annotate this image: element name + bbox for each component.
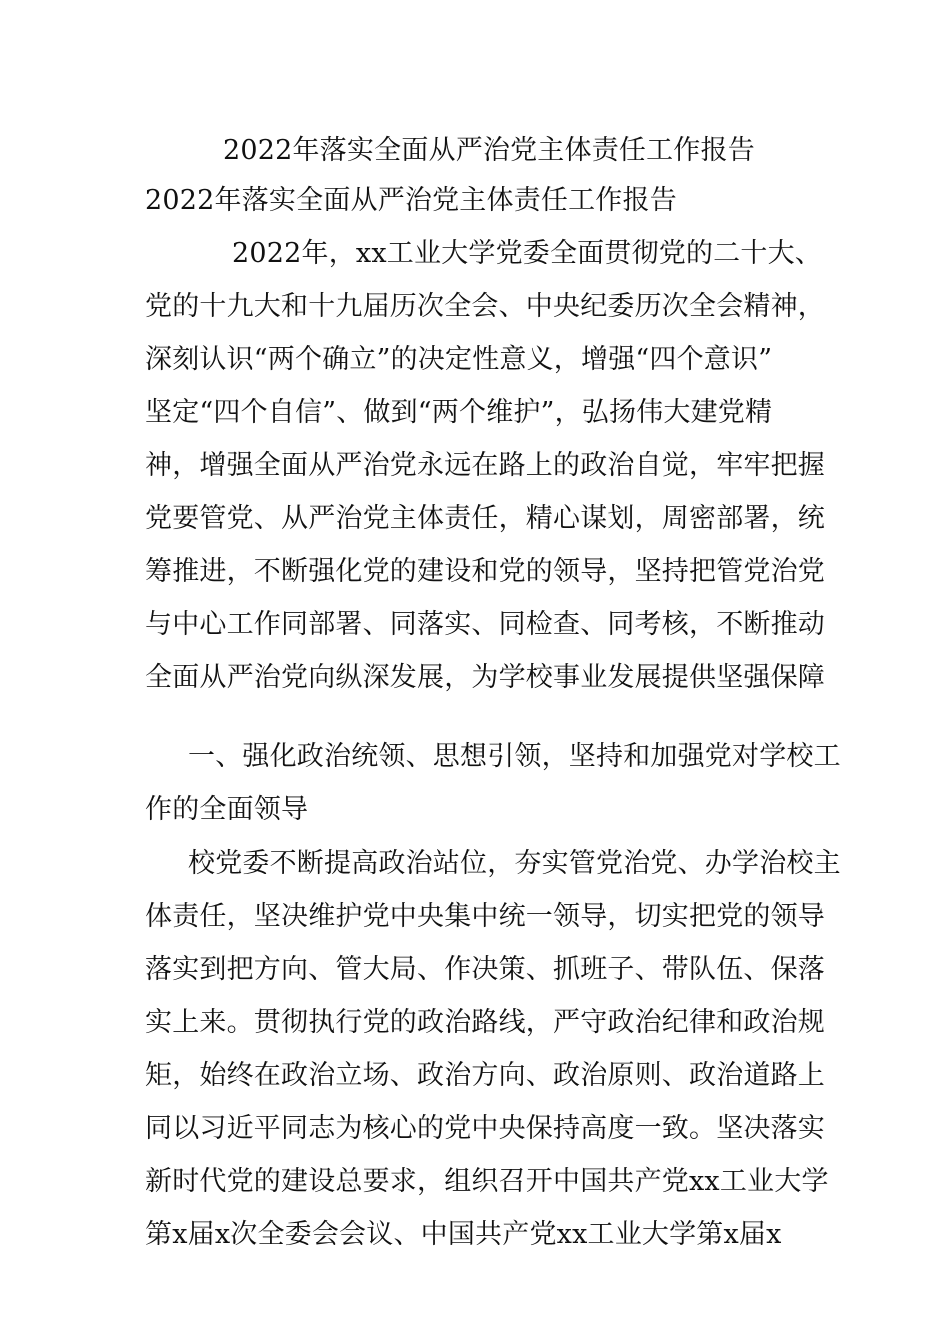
document-title: 2022年落实全面从严治党主体责任工作报告: [223, 135, 755, 166]
intro-line: 2022年，xx工业大学党委全面贯彻党的二十大、: [232, 238, 822, 269]
section-body-line: 实上来。贯彻执行党的政治路线，严守政治纪律和政治规: [145, 1007, 825, 1038]
intro-line: 党要管党、从严治党主体责任，精心谋划，周密部署，统: [145, 503, 825, 534]
section-body-line: 矩，始终在政治立场、政治方向、政治原则、政治道路上: [145, 1060, 825, 1091]
section-body-line: 校党委不断提高政治站位，夯实管党治党、办学治校主: [188, 848, 841, 879]
intro-line: 深刻认识“两个确立”的决定性意义，增强“四个意识”: [145, 344, 773, 375]
section-heading-line: 作的全面领导: [145, 794, 309, 825]
section-body-line: 同以习近平同志为核心的党中央保持高度一致。坚决落实: [145, 1113, 825, 1144]
intro-line: 筹推进，不断强化党的建设和党的领导，坚持把管党治党: [145, 556, 825, 587]
intro-line: 神，增强全面从严治党永远在路上的政治自觉，牢牢把握: [145, 450, 825, 481]
section-heading-line: 一、强化政治统领、思想引领，坚持和加强党对学校工: [188, 741, 841, 772]
section-body-line: 落实到把方向、管大局、作决策、抓班子、带队伍、保落: [145, 954, 825, 985]
section-body-line: 第x届x次全委会会议、中国共产党xx工业大学第x届x: [145, 1219, 782, 1250]
section-body-line: 体责任，坚决维护党中央集中统一领导，切实把党的领导: [145, 901, 825, 932]
intro-line: 坚定“四个自信”、做到“两个维护”，弘扬伟大建党精: [145, 397, 773, 428]
intro-line: 党的十九大和十九届历次全会、中央纪委历次全会精神，: [145, 291, 825, 322]
intro-line: 全面从严治党向纵深发展，为学校事业发展提供坚强保障: [145, 662, 825, 693]
document-subtitle: 2022年落实全面从严治党主体责任工作报告: [145, 185, 677, 216]
section-body-line: 新时代党的建设总要求，组织召开中国共产党xx工业大学: [145, 1166, 829, 1197]
intro-line: 与中心工作同部署、同落实、同检查、同考核，不断推动: [145, 609, 825, 640]
